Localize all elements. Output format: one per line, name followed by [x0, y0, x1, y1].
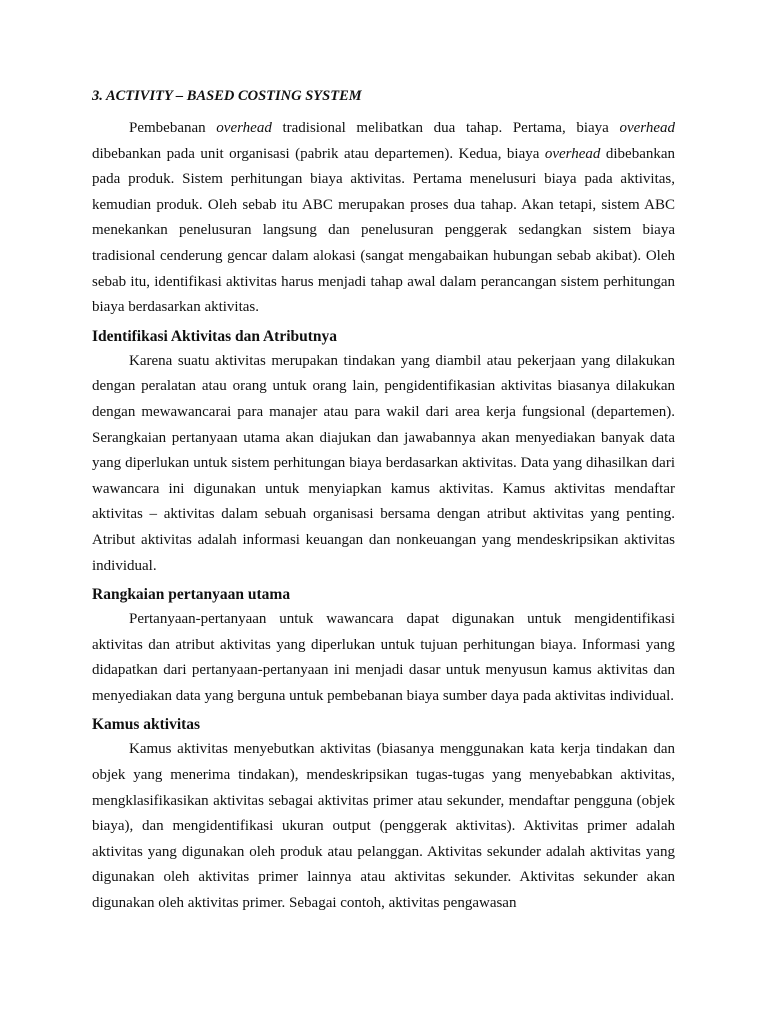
intro-overhead-1: overhead — [216, 120, 272, 136]
intro-text-1: Pembebanan — [129, 120, 217, 136]
intro-overhead-3: overhead — [544, 145, 601, 162]
paragraph-rangkaian-pertanyaan: Pertanyaan-pertanyaan untuk wawancara dapat digunakan untuk mengidentifikasi aktivitas dan atribut aktivitas yang diperlukan untuk tujuan perhitungan biaya. Informasi yang didapatkan dari pertanyaan-pertanyaan ini menjadi dasar untuk menyusun kamus aktivitas dan menyediakan data yang berguna untuk pembebanan biaya sumber daya pada aktivitas individual. — [92, 611, 675, 704]
intro-paragraph — [92, 116, 675, 321]
document-page — [92, 86, 675, 917]
section-title: 3. ACTIVITY – BASED COSTING SYSTEM — [92, 88, 362, 104]
paragraph-kamus-aktivitas: Kamus aktivitas menyebutkan aktivitas (biasanya menggunakan kata kerja tindakan dan objek yang menerima tindakan), mendeskripsikan tugas-tugas yang menyebabkan aktivitas, mengklasifikasikan aktivitas sebagai aktivitas primer atau sekunder, mendaftar pengguna (objek biaya), dan mengidentifikasi ukuran output (penggerak aktivitas). Aktivitas primer adalah aktivitas yang digunakan oleh produk atau pelanggan. Aktivitas sekunder adalah aktivitas yang digunakan oleh aktivitas primer lainnya atau aktivitas sekunder. Aktivitas sekunder akan digunakan oleh aktivitas primer. Sebagai contoh, aktivitas pengawasan — [92, 741, 675, 912]
heading-identifikasi-aktivitas: Identifikasi Aktivitas dan Atributnya — [92, 327, 338, 345]
intro-overhead-2: overhead — [619, 120, 676, 136]
intro-text-2: tradisional melibatkan dua tahap. Pertama, biaya — [271, 120, 620, 136]
heading-rangkaian-pertanyaan: Rangkaian pertanyaan utama — [92, 586, 291, 604]
paragraph-identifikasi-aktivitas: Karena suatu aktivitas merupakan tindakan yang diambil atau pekerjaan yang dilakukan dengan peralatan atau orang untuk orang lain, pengidentifikasian aktivitas biasanya dilakukan dengan mewawancarai para manajer atau para wakil dari area kerja fungsional (departemen). Serangkaian pertanyaan utama akan diajukan dan jawabannya akan menyediakan banyak data yang diperlukan untuk sistem perhitungan biaya berdasarkan aktivitas. Data yang dihasilkan dari wawancara ini digunakan untuk menyiapkan kamus aktivitas. Kamus aktivitas mendaftar aktivitas – aktivitas dalam sebuah organisasi bersama dengan atribut aktivitas yang penting. Atribut aktivitas adalah informasi keuangan dan nonkeuangan yang mendeskripsikan aktivitas individual. — [92, 352, 675, 574]
intro-text-4: dibebankan pada produk. Sistem perhitungan biaya aktivitas. Pertama menelusuri biaya pada aktivitas, kemudian produk. Oleh sebab itu ABC merupakan proses dua tahap. Akan tetapi, sistem ABC menekankan penelusuran langsung dan penelusuran penggerak sedangkan sistem biaya tradisional cenderung gencar dalam alokasi (sangat mengabaikan hubungan sebab akibat). Oleh sebab itu, identifikasi aktivitas harus menjadi tahap awal dalam perancangan sistem perhitungan biaya berdasarkan aktivitas. — [92, 145, 676, 316]
intro-text-3: dibebankan pada unit organisasi (pabrik atau departemen). Kedua, biaya — [92, 145, 545, 162]
heading-kamus-aktivitas: Kamus aktivitas — [92, 716, 201, 734]
